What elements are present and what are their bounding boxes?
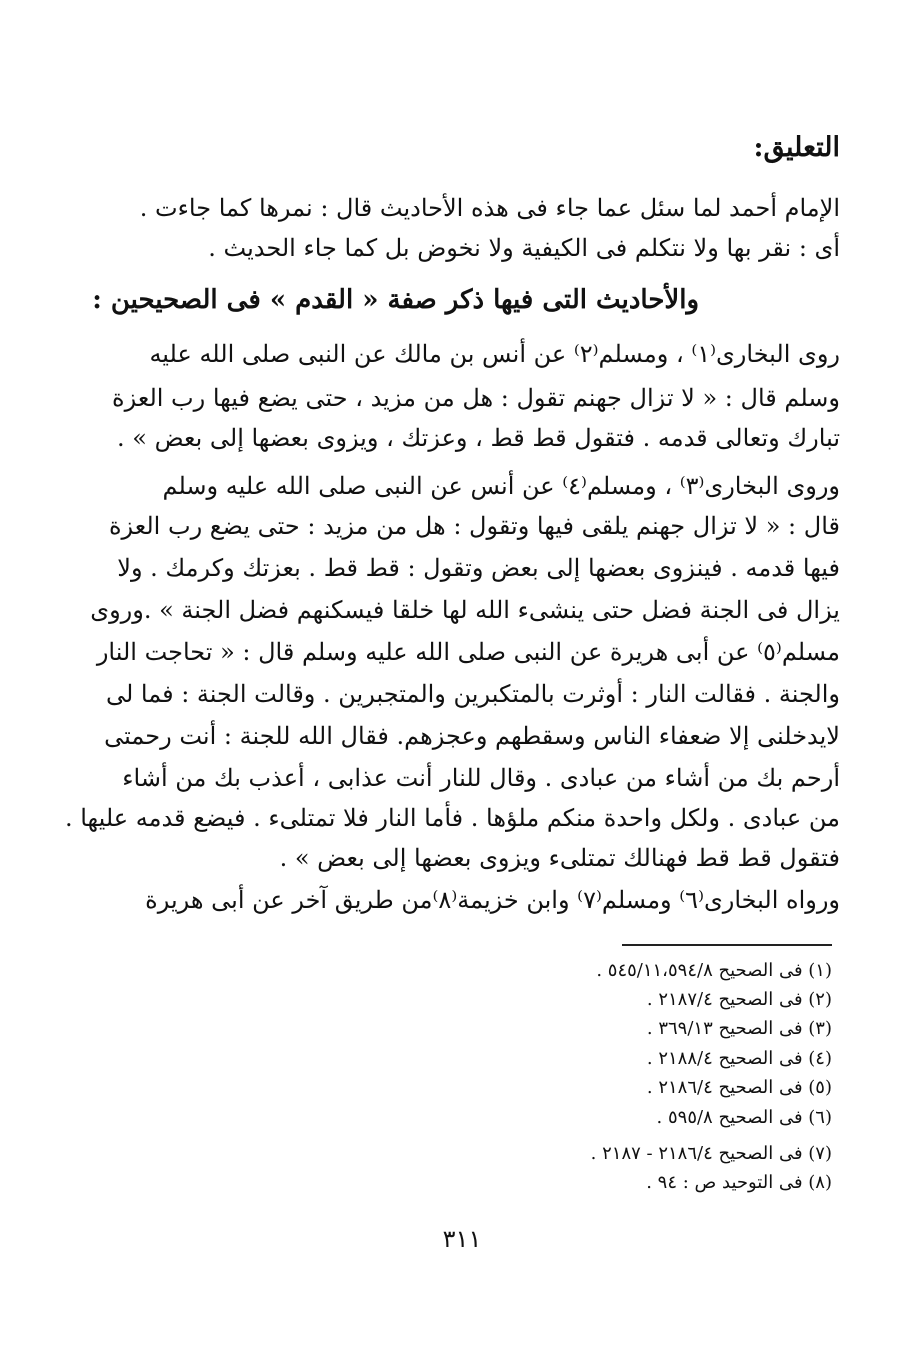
body-line: وسلم قال : « لا تزال جهنم تقول : هل من مزيد ، حتى يضع فيها رب العزة bbox=[112, 384, 840, 412]
commentary-heading: التعليق: bbox=[753, 132, 840, 163]
body-line: أرحم بك من أشاء من عبادى . وقال للنار أنت عذابى ، أعذب بك من أشاء bbox=[122, 764, 840, 792]
body-line: يزال فى الجنة فضل حتى ينشىء الله لها خلقا فيسكنهم فضل الجنة » .وروى bbox=[90, 596, 840, 624]
body-line: وروى البخارى⁽٣⁾ ، ومسلم⁽٤⁾ عن أنس عن النبى صلى الله عليه وسلم bbox=[162, 472, 840, 500]
body-line: قال : « لا تزال جهنم يلقى فيها وتقول : هل من مزيد : حتى يضع رب العزة bbox=[108, 512, 840, 540]
body-line: أى : نقر بها ولا نتكلم فى الكيفية ولا نخوض بل كما جاء الحديث . bbox=[208, 234, 840, 262]
section-title: والأحاديث التى فيها ذكر صفة « القدم » فى الصحيحين : bbox=[92, 285, 699, 315]
footnote: (٨) فى التوحيد ص : ٩٤ . bbox=[646, 1172, 832, 1193]
body-line: الإمام أحمد لما سئل عما جاء فى هذه الأحاديث قال : نمرها كما جاءت . bbox=[139, 194, 840, 222]
footnote: (٤) فى الصحيح ٢١٨٨/٤ . bbox=[646, 1048, 832, 1069]
footnote: (٥) فى الصحيح ٢١٨٦/٤ . bbox=[646, 1077, 832, 1098]
footnote: (٧) فى الصحيح ٢١٨٦/٤ - ٢١٨٧ . bbox=[590, 1143, 832, 1164]
footnote: (٣) فى الصحيح ٣٦٩/١٣ . bbox=[646, 1018, 832, 1039]
body-line: تبارك وتعالى قدمه . فتقول قط قط ، وعزتك ، ويزوى بعضها إلى بعض » . bbox=[117, 424, 840, 452]
body-line: مسلم⁽٥⁾ عن أبى هريرة عن النبى صلى الله عليه وسلم قال : « تحاجت النار bbox=[96, 638, 840, 666]
body-line: روى البخارى⁽١⁾ ، ومسلم⁽٢⁾ عن أنس بن مالك عن النبى صلى الله عليه bbox=[149, 340, 840, 368]
body-line: فتقول قط قط فهنالك تمتلىء ويزوى بعضها إلى بعض » . bbox=[279, 844, 840, 872]
page-number: ٣١١ bbox=[442, 1225, 482, 1253]
footnote: (٦) فى الصحيح ٥٩٥/٨ . bbox=[656, 1107, 832, 1128]
body-line: من عبادى . ولكل واحدة منكم ملؤها . فأما النار فلا تمتلىء . فيضع قدمه عليها . bbox=[64, 804, 840, 832]
body-line: لايدخلنى إلا ضعفاء الناس وسقطهم وعجزهم. فقال الله للجنة : أنت رحمتى bbox=[104, 722, 840, 750]
body-line: ورواه البخارى⁽٦⁾ ومسلم⁽٧⁾ وابن خزيمة⁽٨⁾من طريق آخر عن أبى هريرة bbox=[145, 886, 840, 914]
footnote-divider bbox=[622, 944, 832, 946]
footnote: (١) فى الصحيح ٥٤٥/١١،٥٩٤/٨ . bbox=[596, 960, 832, 981]
footnote: (٢) فى الصحيح ٢١٨٧/٤ . bbox=[646, 989, 832, 1010]
body-line: فيها قدمه . فينزوى بعضها إلى بعض وتقول : قط قط . بعزتك وكرمك . ولا bbox=[117, 554, 840, 582]
body-line: والجنة . فقالت النار : أوثرت بالمتكبرين والمتجبرين . وقالت الجنة : فما لى bbox=[105, 680, 840, 708]
